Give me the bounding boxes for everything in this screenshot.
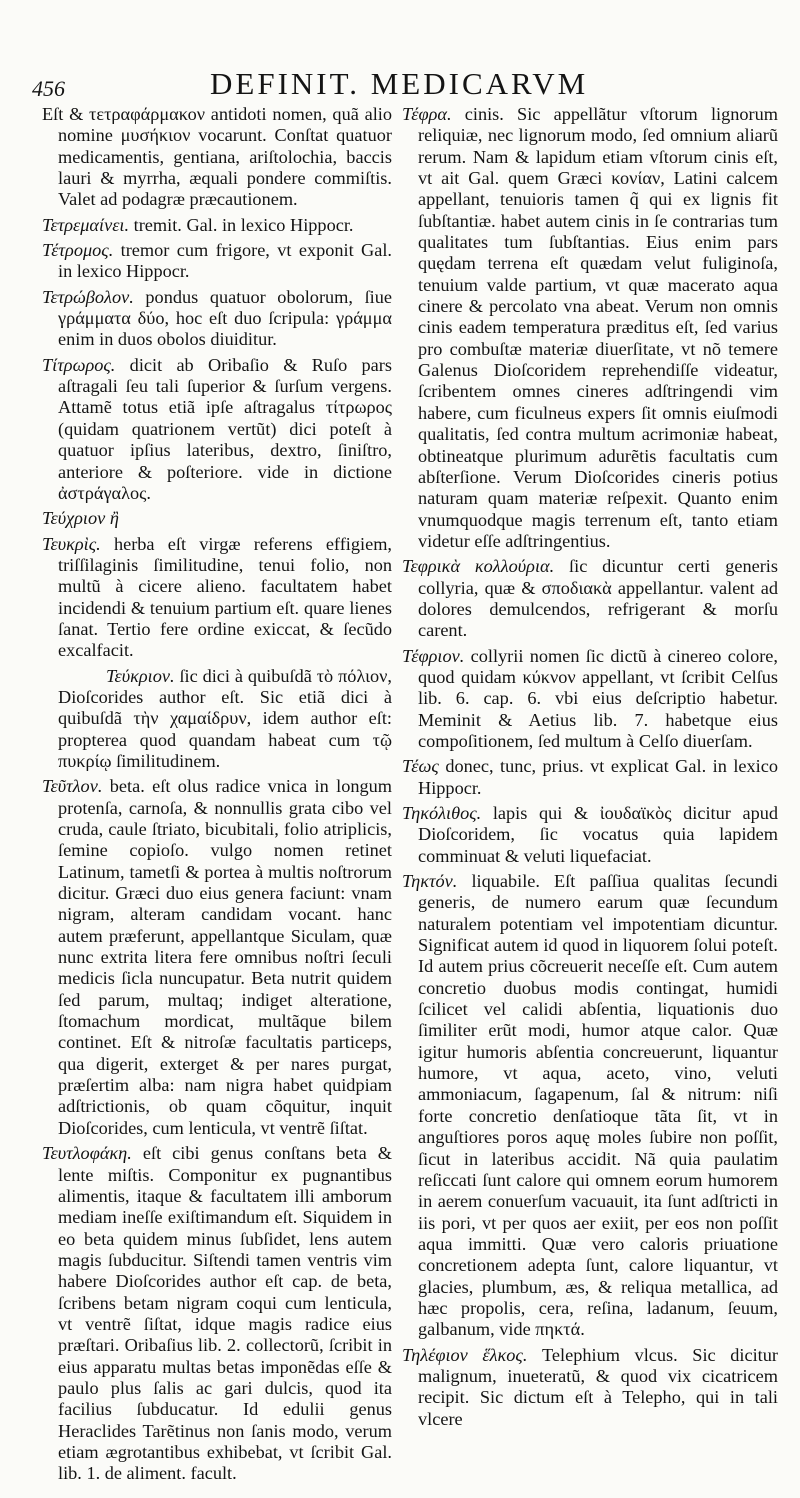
entry-text: ſic dici à quibuſdã τὸ πόλιον, Dioſcorides author eſt. Sic etiã dici à quibuſdã τὴν χαμαίδρυν, idem author eſt: propterea quod quandam habeat cum τῷ πυκρίῳ ſimilitudinem. — [58, 665, 392, 771]
entry-text: tremor cum frigore, vt exponit Gal. in lexico Hippocr. — [58, 240, 392, 282]
dictionary-entry — [402, 1345, 778, 1430]
entry-text: herba eſt virgæ referens effigiem, triſſilaginis ſimilitudine, tenui folio, non multũ à cicere alieno. facultatem habet incidendi & tenuium partium eſt. quare lienes ſanat. Tertio fere ordine exiccat, & ſecũdo excalfacit. — [58, 533, 392, 661]
entry-lemma: Τίτρωρος. — [42, 354, 116, 375]
dictionary-entry — [402, 871, 778, 1341]
dictionary-entry — [42, 534, 392, 662]
entry-lemma: Τέτρομος. — [42, 240, 114, 261]
page-header — [30, 62, 770, 106]
page-number: 456 — [32, 76, 65, 101]
entry-text: collyrii nomen ſic dictũ à cinereo colore, quod quidam κύκνον appellant, vt ſcribit Celſus lib. 6. cap. 6. vbi eius deſcriptio habetur. Meminit & Aetius lib. 7. habetque eius compoſitionem, ſed multum à Celſo diuerſam. — [418, 645, 778, 751]
dictionary-entry — [42, 666, 392, 773]
entry-text: Telephium vlcus. Sic dicitur malignum, inueteratũ, & quod vix cicatricem recipit. Sic dictum eſt à Telepho, qui in tali vlcere — [418, 1344, 778, 1429]
entry-lemma: Τέφριον. — [402, 645, 465, 666]
dictionary-entry — [402, 646, 778, 753]
entry-lemma: Τεύκριον. — [106, 665, 175, 686]
entry-text: ſic dicuntur certi generis collyria, quæ & σποδιακὰ appellantur. valent ad dolores demulcendos, refrigerant & morſu carent. — [418, 556, 778, 641]
entry-lemma: Τεύχριον ἢ — [42, 508, 119, 529]
entry-lemma: Τεφρικὰ κολλούρια. — [402, 556, 555, 577]
dictionary-entry — [402, 803, 778, 867]
entry-lemma: Τετρεμαίνει. — [42, 214, 130, 235]
entry-text: tremit. Gal. in lexico Hippocr. — [133, 214, 354, 235]
dictionary-entry — [42, 104, 392, 211]
dictionary-entry — [402, 756, 778, 799]
entry-lemma: Τηκόλιθος. — [402, 803, 482, 823]
entry-text: Eſt & τετραφάρμακον antidoti nomen, quã alio nomine μυσήκιον vocarunt. Conſtat quatuor medicamentis, gentiana, ariſtolochia, baccis lauri & myrrha, æquali pondere commiſtis. Valet ad podagræ præcautionem. — [42, 104, 392, 210]
entry-lemma: Τηλέφιον ἕλκος. — [402, 1344, 528, 1365]
dictionary-entry — [42, 1143, 392, 1485]
entry-lemma: Τεῦτλον. — [42, 776, 103, 797]
right-column — [402, 104, 778, 1434]
entry-text: dicit ab Oribaſio & Ruſo pars aſtragali ſeu tali ſuperior & ſurſum vergens. Attamẽ totus etiã ipſe aſtragalus τίτρωρος (quidam quatrionem vertũt) dici poteſt à quatuor ipſius lateribus, dextro, ſiniſtro, anteriore & poſteriore. vide in dictione ἀστράγαλος. — [58, 354, 392, 503]
entry-text: eſt cibi genus conſtans beta & lente miſtis. Componitur ex pugnantibus alimentis, itaque & facultatem illi amborum mediam ineſſe exiſtimandum eſt. Siquidem in eo beta quidem minus ſubſidet, lens autem magis ſubducitur. Siſtendi tamen ventris vim habere Dioſcorides author eſt cap. de beta, ſcribens betam nigram coqui cum lenticula, vt ventrẽ ſiſtat, idque magis radice eius præſtari. Oribaſius lib. 2. collectorũ, ſcribit in eius apparatu multas betas imponẽdas eſſe & paulo plus ſalis ac gari dulcis, quod ita facilius ſubducatur. Id edulii genus Heraclides Tarẽtinus non ſanis modo, verum etiam ægrotantibus exhibebat, vt ſcribit Gal. lib. 1. de aliment. facult. — [58, 1143, 392, 1484]
dictionary-entry — [402, 104, 778, 552]
entry-text: pondus quatuor obolorum, ſiue γράμματα δύο, hoc eſt duo ſcripula: γράμμα enim in duos obolos diuiditur. — [58, 286, 392, 350]
entry-text: lapis qui & ἰουδαϊκὸς dicitur apud Dioſcoridem, ſic vocatus quia lapidem comminuat & veluti liquefaciat. — [418, 803, 778, 866]
entry-text: liquabile. Eſt paſſiua qualitas ſecundi generis, de numero earum quæ ſecundum naturalem potentiam vel impotentiam dicuntur. Significat autem id quod in liquorem ſolui poteſt. Id autem prius cõcreuerit neceſſe eſt. Cum autem concretio duobus modis contingat, humidi ſcilicet vel calidi abſentia, liquationis duo ſimiliter erũt modi, humor atque calor. Quæ igitur humoris abſentia concreuerunt, liquantur humore, vt aqua, aceto, vino, veluti ammoniacum, ſagapenum, ſal & nitrum: niſi forte concretio denſatioque tãta ſit, vt in anguſtiores poros aquę moles ſubire non poſſit, ſicut in lateribus accidit. Nã quia paulatim reſiccati ſunt calore qui omnem eorum humorem in aerem conuerſum vacuauit, ita ſunt adſtricti in iis pori, vt per quos aer exiit, per eos non poſſit aqua immitti. Quæ vero caloris priuatione concretionem adepta ſunt, calore liquantur, vt glacies, plumbum, æs, & reliqua metallica, ad hæc propolis, cera, reſina, ladanum, ſeuum, galbanum, vide πηκτά. — [418, 871, 779, 1340]
dictionary-entry — [42, 508, 392, 529]
entry-text: donec, tunc, prius. vt explicat Gal. in lexico Hippocr. — [418, 756, 778, 798]
entry-lemma: Τηκτόν. — [402, 871, 458, 892]
entry-lemma: Τετρώβολον. — [42, 286, 134, 307]
entry-text: cinis. Sic appellãtur vſtorum lignorum reliquiæ, nec lignorum modo, ſed omnium aliarũ rerum. Nam & lapidum etiam vſtorum cinis eſt, vt ait Gal. quem Græci κονίαν, Latini calcem appellant, tenuioris tamen q̃ qui ex lignis fit ſubſtantiæ. habet autem cinis in ſe contrarias tum qualitates tum ſubſtantias. Eius enim pars quędam terrena eſt quædam velut fuliginoſa, tenuium valde partium, vt quæ macerato aqua cinere & percolato vna abeat. Verum non omnis cinis eadem temperatura præditus eſt, ſed varius pro combuſtæ materiæ diuerſitate, vt nõ temere Galenus Dioſcoridem reprehendiſſe videatur, ſcribentem omnes cineres adſtringendi vim habere, cum ficulneus expers ſit omnis eiuſmodi qualitatis, ſed contra multum acrimoniæ habeat, obtineatque plurimum adurẽtis facultatis cum abſterſione. Verum Dioſcorides cineris potius naturam quam materiæ reſpexit. Quanto enim vnumquodque magis terrenum eſt, tanto etiam videtur eſſe adſtringentius. — [418, 104, 778, 551]
dictionary-entry — [42, 776, 392, 1139]
entry-text: beta. eſt olus radice vnica in longum protenſa, carnoſa, & nonnullis grata cibo vel cruda, caule ſtriato, bicubitali, folio atriplicis, ſemine copioſo. vulgo nomen retinet Latinum, tametſi & portea à multis noſtrorum dicitur. Græci duo eius genera faciunt: vnam nigram, alteram candidam vocant. hanc autem præferunt, appellantque Siculam, quæ nunc extrita litera fere omnibus noſtri ſeculi medicis ſicla nuncupatur. Beta nutrit quidem ſed parum, multaq; indiget alteratione, ſtomachum mordicat, multãque bilem continet. Eſt & nitroſæ facultatis particeps, qua digerit, exterget & per nares purgat, præſertim alba: nam nigra habet quidpiam adſtrictionis, ob quam cõquitur, inquit Dioſcorides, cum lenticula, vt ventrẽ ſiſtat. — [58, 776, 392, 1138]
dictionary-entry — [42, 240, 392, 283]
dictionary-entry — [42, 215, 392, 236]
entry-lemma: Τέως — [402, 756, 439, 777]
left-column — [42, 104, 392, 1489]
entry-lemma: Τευκρὶς. — [42, 533, 101, 554]
running-head: DEFINIT. MEDICARVM — [210, 66, 589, 101]
entry-lemma: Τέφρα. — [402, 104, 452, 124]
dictionary-entry — [42, 355, 392, 504]
dictionary-entry — [42, 287, 392, 351]
dictionary-entry — [402, 556, 778, 641]
entry-lemma: Τευτλοφάκη. — [42, 1143, 132, 1164]
